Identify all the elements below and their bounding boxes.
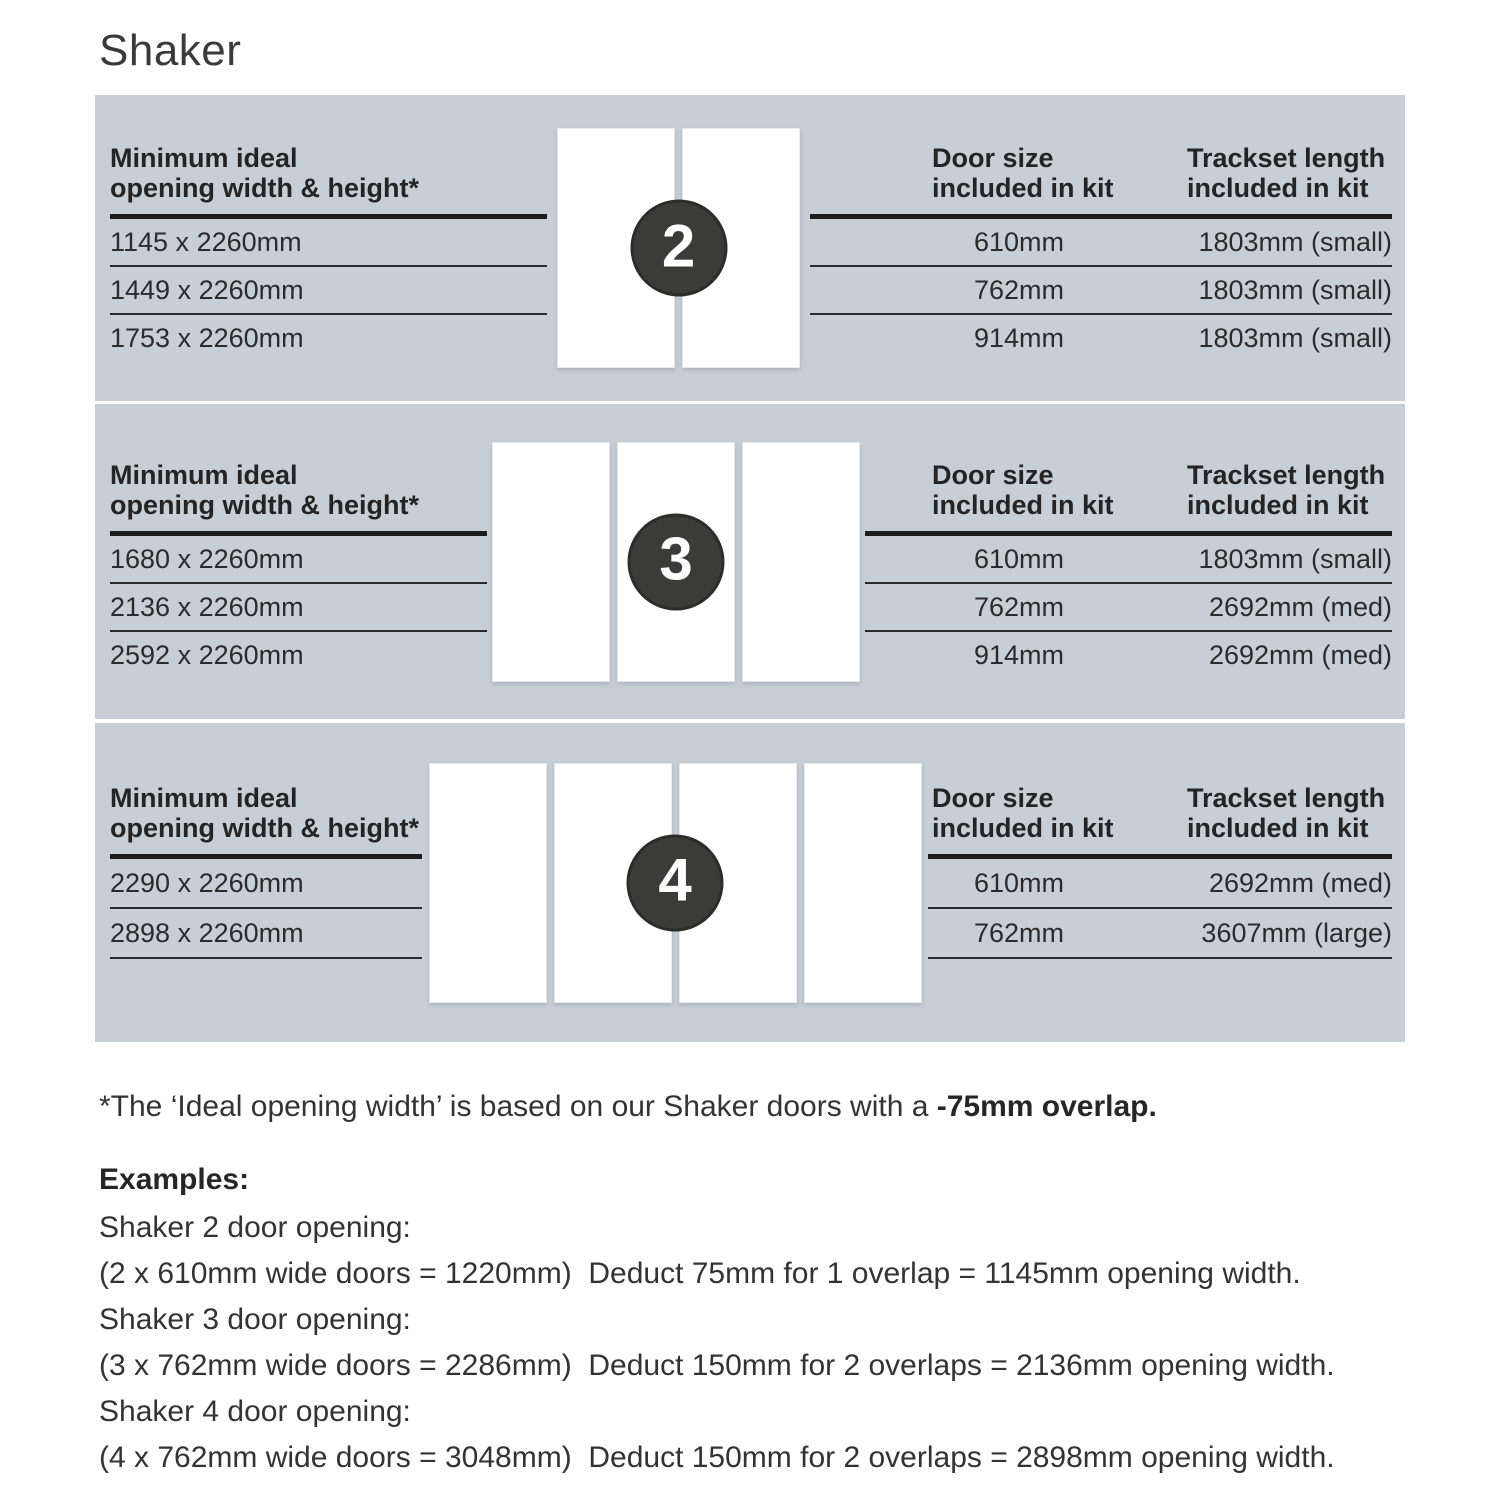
door-count-number: 3: [659, 525, 693, 593]
door-count-badge: [630, 200, 727, 297]
trackset-value: 2692mm (med): [1208, 868, 1392, 898]
spacer: [1092, 632, 1187, 680]
door-size-header-line2: included in kit: [932, 173, 1114, 203]
trackset-value: 3607mm (large): [1201, 918, 1392, 948]
example-line: (4 x 762mm wide doors = 3048mm) Deduct 150mm for 2 overlaps = 2898mm opening width.: [99, 1441, 1335, 1474]
kit-row: [865, 584, 1392, 632]
door-size-column-header: [932, 460, 1114, 520]
door-graphic: [429, 763, 547, 1003]
spacer: [865, 632, 932, 680]
opening-row: 1680 x 2260mm: [110, 536, 487, 584]
kit-row: [810, 267, 1392, 315]
example-line: (2 x 610mm wide doors = 1220mm) Deduct 75mm for 1 overlap = 1145mm opening width.: [99, 1257, 1301, 1290]
spacer: [1092, 267, 1187, 313]
spacer: [1092, 584, 1187, 630]
spacer: [1092, 143, 1187, 203]
trackset-column-header: [1187, 783, 1392, 843]
examples-list: [99, 1205, 1335, 1481]
spacer: [1092, 315, 1187, 363]
spacer: [810, 219, 932, 265]
spacer: [810, 315, 932, 363]
opening-header-line2: opening width & height*: [110, 813, 419, 843]
door-graphic: [804, 763, 922, 1003]
spacer: [865, 536, 932, 582]
opening-table-header: [110, 783, 422, 843]
door-size-value: 762mm: [973, 918, 1064, 948]
door-count-badge: [628, 513, 725, 610]
door-size-value: 610mm: [973, 227, 1064, 257]
footnote: [99, 1090, 1157, 1124]
door-illustration-area: [547, 95, 810, 401]
door-size-value: 610mm: [973, 544, 1064, 574]
opening-size-table: [110, 783, 422, 1042]
opening-row: 1753 x 2260mm: [110, 323, 304, 353]
opening-size-table: [110, 143, 547, 401]
opening-row: 2592 x 2260mm: [110, 640, 304, 670]
trackset-header-line2: included in kit: [1187, 173, 1369, 203]
door-size-header-line1: Door size: [932, 143, 1054, 173]
kit-table-header: [865, 460, 1392, 520]
door-count-number: 4: [658, 846, 692, 914]
door-size-value: 762mm: [973, 592, 1064, 622]
door-size-value: 914mm: [973, 640, 1064, 670]
opening-row: 2136 x 2260mm: [110, 584, 487, 632]
door-graphic: [492, 442, 610, 682]
door-size-column-header: [932, 783, 1114, 843]
shaker-3-door-panel: [95, 404, 1405, 719]
kit-row: [928, 909, 1392, 959]
shaker-4-door-panel: [95, 723, 1405, 1042]
opening-header-line1: Minimum ideal: [110, 143, 298, 173]
opening-header-line1: Minimum ideal: [110, 783, 298, 813]
door-illustration-area: [487, 404, 865, 719]
door-size-header-line2: included in kit: [932, 813, 1114, 843]
trackset-header-line2: included in kit: [1187, 813, 1369, 843]
trackset-header-line2: included in kit: [1187, 490, 1369, 520]
spacer: [1092, 909, 1187, 957]
trackset-header-line1: Trackset length: [1187, 460, 1386, 490]
kit-contents-table: [865, 460, 1392, 719]
spacer: [1092, 783, 1187, 843]
kit-table-header: [928, 783, 1392, 843]
opening-header-line2: opening width & height*: [110, 173, 419, 203]
opening-row: 1449 x 2260mm: [110, 267, 547, 315]
opening-header-line2: opening width & height*: [110, 490, 419, 520]
trackset-column-header: [1187, 143, 1392, 203]
opening-table-header: [110, 143, 547, 203]
trackset-value: 1803mm (small): [1198, 227, 1392, 257]
kit-contents-table: [928, 783, 1392, 1042]
example-line: Shaker 2 door opening:: [99, 1211, 411, 1244]
door-size-value: 610mm: [973, 868, 1064, 898]
trackset-value: 2692mm (med): [1208, 640, 1392, 670]
kit-row: [865, 632, 1392, 680]
door-graphic: [742, 442, 860, 682]
kit-row: [928, 859, 1392, 909]
trackset-column-header: [1187, 460, 1392, 520]
opening-size-table: [110, 460, 487, 719]
examples-heading: Examples:: [99, 1163, 250, 1196]
spacer: [1092, 536, 1187, 582]
example-line: (3 x 762mm wide doors = 2286mm) Deduct 150mm for 2 overlaps = 2136mm opening width.: [99, 1349, 1335, 1382]
door-size-value: 914mm: [973, 323, 1064, 353]
door-count-number: 2: [661, 212, 696, 279]
spacer: [810, 267, 932, 313]
example-line: Shaker 4 door opening:: [99, 1395, 411, 1428]
opening-row: 2290 x 2260mm: [110, 859, 422, 909]
opening-header-line1: Minimum ideal: [110, 460, 298, 490]
door-size-value: 762mm: [973, 275, 1064, 305]
footnote-bold-text: -75mm overlap.: [936, 1090, 1157, 1123]
door-count-badge: [627, 834, 724, 931]
trackset-value: 2692mm (med): [1208, 592, 1392, 622]
door-size-column-header: [932, 143, 1114, 203]
door-illustration-area: [422, 723, 928, 1042]
door-illustration-3-doors: [492, 442, 860, 682]
kit-contents-table: [810, 143, 1392, 401]
spacer: [810, 143, 932, 203]
kit-table-header: [810, 143, 1392, 203]
spacer: [1092, 219, 1187, 265]
kit-row: [810, 219, 1392, 267]
kit-row: [865, 536, 1392, 584]
shaker-2-door-panel: [95, 95, 1405, 401]
kit-row: [810, 315, 1392, 363]
trackset-header-line1: Trackset length: [1187, 783, 1386, 813]
spacer: [865, 460, 932, 520]
opening-table-header: [110, 460, 487, 520]
spacer: [865, 584, 932, 630]
trackset-header-line1: Trackset length: [1187, 143, 1386, 173]
door-illustration-4-doors: [429, 763, 922, 1003]
example-line: Shaker 3 door opening:: [99, 1303, 411, 1336]
door-illustration-2-doors: [557, 128, 800, 368]
trackset-value: 1803mm (small): [1198, 275, 1392, 305]
page-title: Shaker: [99, 26, 242, 75]
door-size-header-line2: included in kit: [932, 490, 1114, 520]
opening-row: 2898 x 2260mm: [110, 909, 422, 959]
trackset-value: 1803mm (small): [1198, 323, 1392, 353]
door-size-header-line1: Door size: [932, 783, 1054, 813]
spacer: [1092, 859, 1187, 907]
footnote-regular-text: *The ‘Ideal opening width’ is based on our Shaker doors with a: [99, 1090, 937, 1123]
spacer: [1092, 460, 1187, 520]
opening-row: 1145 x 2260mm: [110, 219, 547, 267]
door-size-header-line1: Door size: [932, 460, 1054, 490]
trackset-value: 1803mm (small): [1198, 544, 1392, 574]
